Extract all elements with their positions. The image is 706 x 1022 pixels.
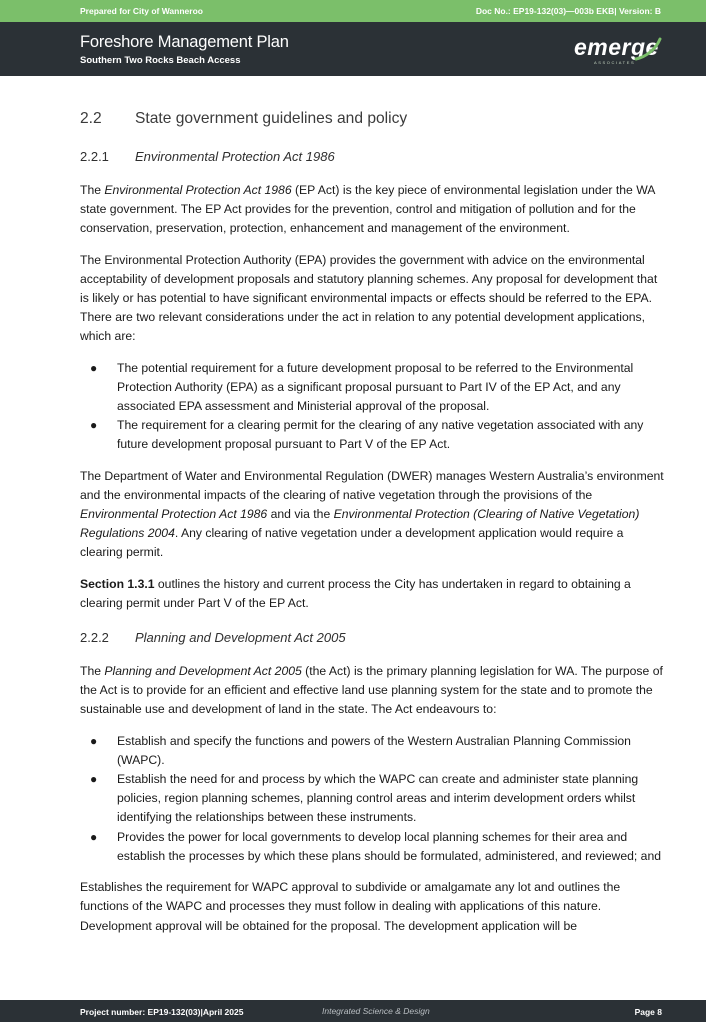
document-title: Foreshore Management Plan (80, 33, 289, 51)
bullet-icon: ● (90, 772, 98, 787)
section-reference: Section 1.3.1 (80, 576, 155, 591)
tagline: Integrated Science & Design (322, 1006, 430, 1016)
subsection-number: 2.2.1 (80, 148, 109, 164)
bullet-list (80, 359, 666, 455)
subsection-title: Environmental Protection Act 1986 (135, 148, 335, 164)
section-number: 2.2 (80, 110, 102, 127)
subsection-number: 2.2.2 (80, 629, 109, 645)
prepared-for: Prepared for City of Wanneroo (80, 6, 203, 16)
list-item: ● Establish the need for and process by which the WAPC can create and administer state planning policies, region planning schemes, planning control areas and interim development orders whilst identifying the relationships between these instruments. (90, 772, 639, 825)
header (0, 22, 706, 76)
subsection-heading-epa (80, 146, 666, 166)
paragraph: Section 1.3.1 outlines the history and current process the City has undertaken in regard to obtaining a clearing permit under Part V of the EP Act. (80, 576, 631, 610)
bullet-list (80, 732, 666, 866)
subsection-heading-planning (80, 627, 666, 647)
doc-number: Doc No.: EP19-132(03)—003b EKB| Version: B (475, 6, 661, 16)
bullet-icon: ● (90, 360, 98, 375)
bullet-icon: ● (90, 733, 98, 748)
document-subtitle: Southern Two Rocks Beach Access (80, 55, 241, 66)
logo-subtext: ASSOCIATES (594, 60, 636, 65)
bullet-icon: ● (90, 418, 98, 433)
section-heading (80, 100, 666, 130)
project-number: Project number: EP19-132(03)|April 2025 (80, 1007, 244, 1017)
list-item: ● The requirement for a clearing permit for the clearing of any native vegetation associated with any future development proposal pursuant to Part V of the EP Act. (90, 418, 644, 452)
logo-text: emerge (574, 34, 659, 60)
list-item: ● Establish and specify the functions and powers of the Western Australian Planning Commission (WAPC). (90, 733, 631, 767)
subsection-title: Planning and Development Act 2005 (135, 629, 346, 645)
paragraph: The Department of Water and Environmental Regulation (DWER) manages Western Australia’s environment and the environmental impacts of the clearing of native vegetation through the provisions of the Environmental Protection Act 1986 and via the Environmental Protection (Clearing of Native Vegetation) Regulations 2004. Any clearing of native vegetation under a development application would require a clearing permit. (80, 468, 664, 560)
paragraph: The Planning and Development Act 2005 (the Act) is the primary planning legislation for WA. The purpose of the Act is to provide for an efficient and effective land use planning system for the state and to promote the sustainable use and development of land in the state. The Act endeavours to: (80, 664, 663, 717)
list-item: ● Provides the power for local governments to develop local planning schemes for their area and establish the processes by which these plans should be formulated, administered, and reviewed; and (90, 829, 662, 863)
swoosh-icon (632, 37, 664, 63)
footer (0, 1000, 706, 1022)
bullet-icon: ● (90, 829, 98, 844)
list-item: ● The potential requirement for a future development proposal to be referred to the Environmental Protection Authority (EPA) as a significant proposal pursuant to Part IV of the EP Act, and any associated EPA assessment and Ministerial approval of the proposal. (90, 360, 634, 414)
section-title: State government guidelines and policy (135, 110, 408, 127)
paragraph: The Environmental Protection Act 1986 (EP Act) is the key piece of environmental legislation under the WA state government. The EP Act provides for the prevention, control and mitigation of pollution and for the conservation, preservation, protection, enhancement and management of the environment. (80, 183, 655, 236)
top-bar (0, 0, 706, 22)
page-content (80, 100, 666, 936)
paragraph: The Environmental Protection Authority (EPA) provides the government with advice on the environmental acceptability of development proposals and statutory planning schemes. Any proposal for development that is likely or has potential to have significant environmental impacts or effects should be referred to the EPA. There are two relevant considerations under the act in relation to any potential development applications, which are: (80, 252, 658, 344)
page-number: Page 8 (634, 1007, 662, 1017)
paragraph: Establishes the requirement for WAPC approval to subdivide or amalgamate any lot and outlines the functions of the WAPC and processes they must follow in dealing with applications of this nature. Development approval will be obtained for the proposal. The development application will be (80, 880, 621, 933)
emerge-logo (574, 34, 662, 66)
